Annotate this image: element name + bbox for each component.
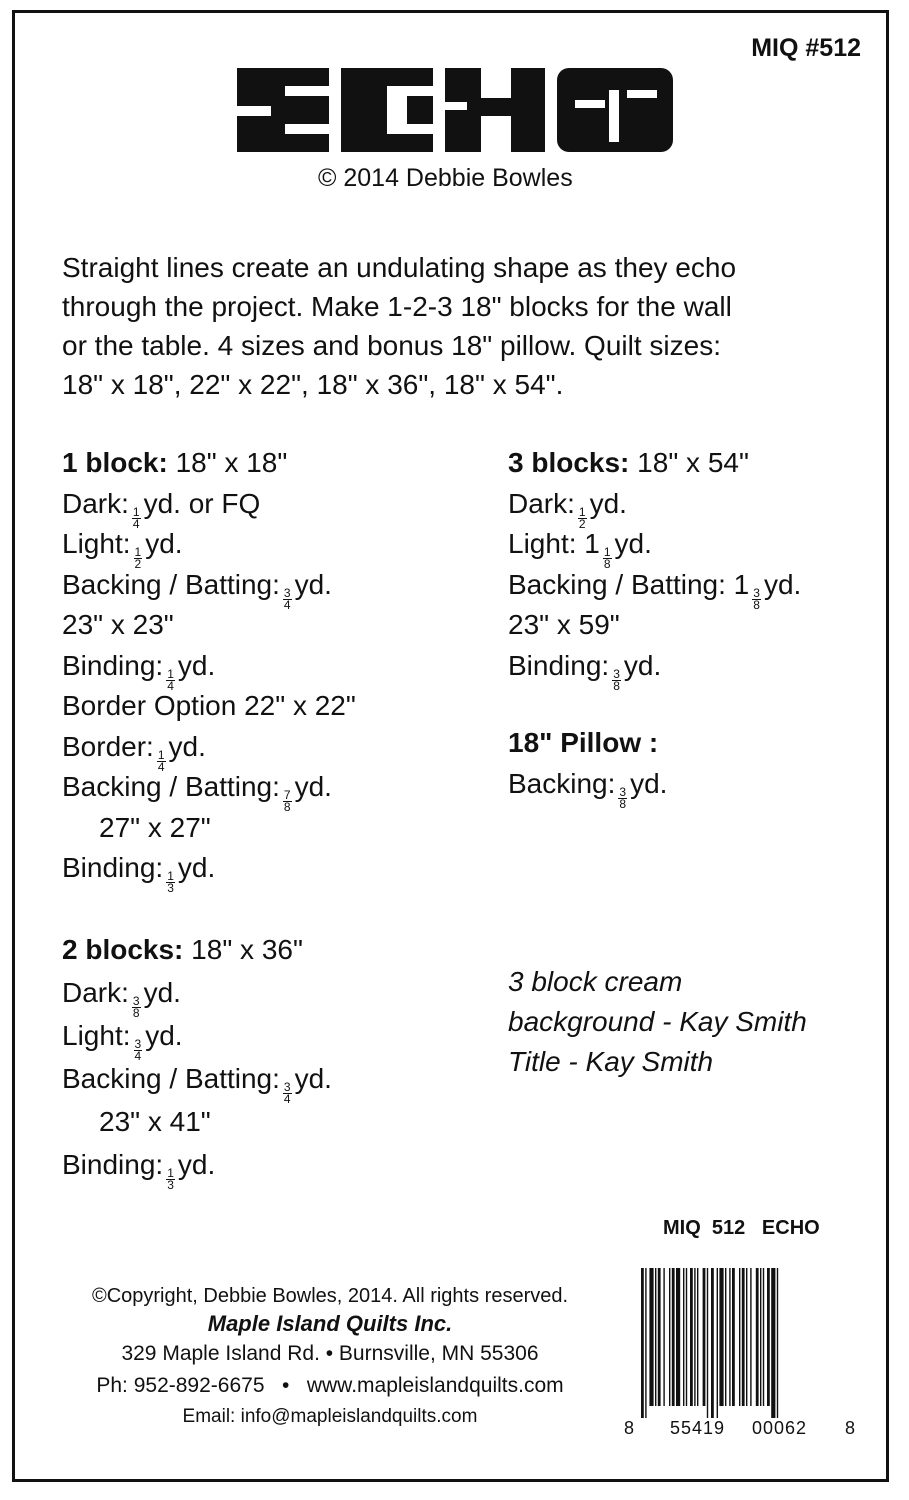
footer [60,1282,600,1432]
border-yardage: Border: $\frac{1}{4}$ yd. [62,730,206,774]
barcode-lead-digit: 8 [624,1418,635,1438]
footer-phone-web: Ph: 952-892-6675 • www.mapleislandquilts.com [96,1374,564,1397]
two-blocks-size: 18" x 36" [191,934,303,965]
logo-letter-e [237,68,329,152]
border-option: Border Option 22" x 22" [62,690,356,721]
pillow-heading: 18" Pillow : [508,727,659,758]
barcode-bar [703,1268,706,1406]
credit-line: background - Kay Smith [508,1006,807,1037]
barcode-bar [777,1268,778,1418]
three-blocks-dark: Dark: $\frac{1}{2}$ yd. [508,487,627,531]
one-block-light: Light: $\frac{1}{2}$ yd. [62,528,183,571]
barcode-bar [694,1268,695,1406]
barcode-bar [767,1268,770,1406]
one-block-backing: Backing / Batting: $\frac{3}{4}$ yd. [62,568,332,612]
two-blocks-backing-size: 23" x 41" [99,1105,211,1137]
barcode-bar [655,1268,656,1406]
footer-copyright: ©Copyright, Debbie Bowles, 2014. All rights reserved. [91,1285,569,1307]
barcode-bar [641,1268,644,1418]
three-blocks-binding: Binding: $\frac{3}{8}$ yd. [508,649,662,693]
description-line: Straight lines create an undulating shape as they echo [62,252,737,283]
two-blocks-binding: Binding: $\frac{1}{3}$ yd. [62,1148,216,1192]
barcode-bar [739,1268,740,1406]
barcode-bar [663,1268,664,1406]
barcode-bar [697,1268,698,1406]
two-blocks-backing: Backing / Batting: $\frac{3}{4}$ yd. [62,1062,332,1106]
description [62,248,736,404]
barcode-bar [676,1268,680,1406]
pillow-backing: Backing: $\frac{3}{8}$ yd. [508,767,668,811]
barcode-bar [717,1268,718,1418]
footer-address: 329 Maple Island Rd. • Burnsville, MN 55306 [121,1342,539,1365]
barcode-bar [725,1268,726,1406]
product-code: MIQ 512 ECHO [663,1217,820,1239]
barcode-check-digit: 8 [845,1418,856,1438]
three-blocks-backing: Backing / Batting: 1 $\frac{3}{8}$ yd. [508,568,802,612]
credits [508,962,807,1082]
barcode-bar [746,1268,747,1406]
pillow-section [508,723,668,811]
barcode-right-digits: 00062 [752,1418,808,1438]
three-blocks-light: Light: 1 $\frac{1}{8}$ yd. [508,528,652,571]
border-backing: Backing / Batting: $\frac{7}{8}$ yd. [62,771,332,814]
barcode-bar [683,1268,684,1406]
barcode-bar [732,1268,735,1406]
one-block-size: 18" x 18" [175,447,288,478]
border-backing-size: 27" x 27" [99,811,211,843]
two-blocks-section [62,930,332,1192]
credit-line: 3 block cream [508,966,683,997]
copyright-line: © 2014 Debbie Bowles [318,164,573,192]
one-block-binding: Binding: $\frac{1}{4}$ yd. [62,649,216,693]
one-block-backing-size: 23" x 23" [62,609,174,640]
description-line: through the project. Make 1-2-3 18" blocks for the wall [62,291,732,322]
barcode-bar [760,1268,761,1406]
barcode-bar [645,1268,646,1418]
barcode-bar [719,1268,723,1406]
barcode-bar [750,1268,751,1406]
credit-line: Title - Kay Smith [508,1046,714,1077]
barcode [637,1268,837,1418]
logo-letter-c [341,68,433,152]
barcode-bar [763,1268,764,1406]
logo-letter-h [445,68,545,152]
one-block-section [62,443,356,895]
footer-email: Email: info@mapleislandquilts.com [182,1406,478,1427]
barcode-bar [690,1268,693,1406]
barcode-bar [711,1268,714,1418]
barcode-bar [669,1268,670,1406]
barcode-bar [649,1268,653,1406]
barcode-bar [756,1268,759,1406]
barcode-bar [658,1268,661,1406]
barcode-bar [742,1268,745,1406]
two-blocks-heading: 2 blocks: [62,934,184,965]
barcode-bar [672,1268,675,1406]
description-line: 18" x 18", 22" x 22", 18" x 36", 18" x 54". [62,369,564,400]
barcode-bar [771,1268,775,1418]
three-blocks-section [508,443,802,693]
barcode-left-digits: 55419 [670,1418,726,1438]
two-blocks-light: Light: $\frac{3}{4}$ yd. [62,1019,183,1063]
barcode-bar [729,1268,730,1406]
description-line: or the table. 4 sizes and bonus 18" pillow. Quilt sizes: [62,330,721,361]
barcode-bar [686,1268,687,1406]
three-blocks-size: 18" x 54" [637,447,749,478]
one-block-heading: 1 block: [62,447,168,478]
two-blocks-dark: Dark: $\frac{3}{8}$ yd. [62,976,181,1020]
border-binding: Binding: $\frac{1}{3}$ yd. [62,852,216,895]
echo-logo [237,68,673,152]
three-blocks-backing-size: 23" x 59" [508,609,620,640]
logo-letter-o [557,68,673,152]
pattern-code: MIQ #512 [751,34,861,62]
barcode-bar [707,1268,708,1418]
three-blocks-heading: 3 blocks: [508,447,630,478]
one-block-dark: Dark: $\frac{1}{4}$ yd. or FQ [62,487,261,531]
footer-company: Maple Island Quilts Inc. [207,1311,453,1336]
